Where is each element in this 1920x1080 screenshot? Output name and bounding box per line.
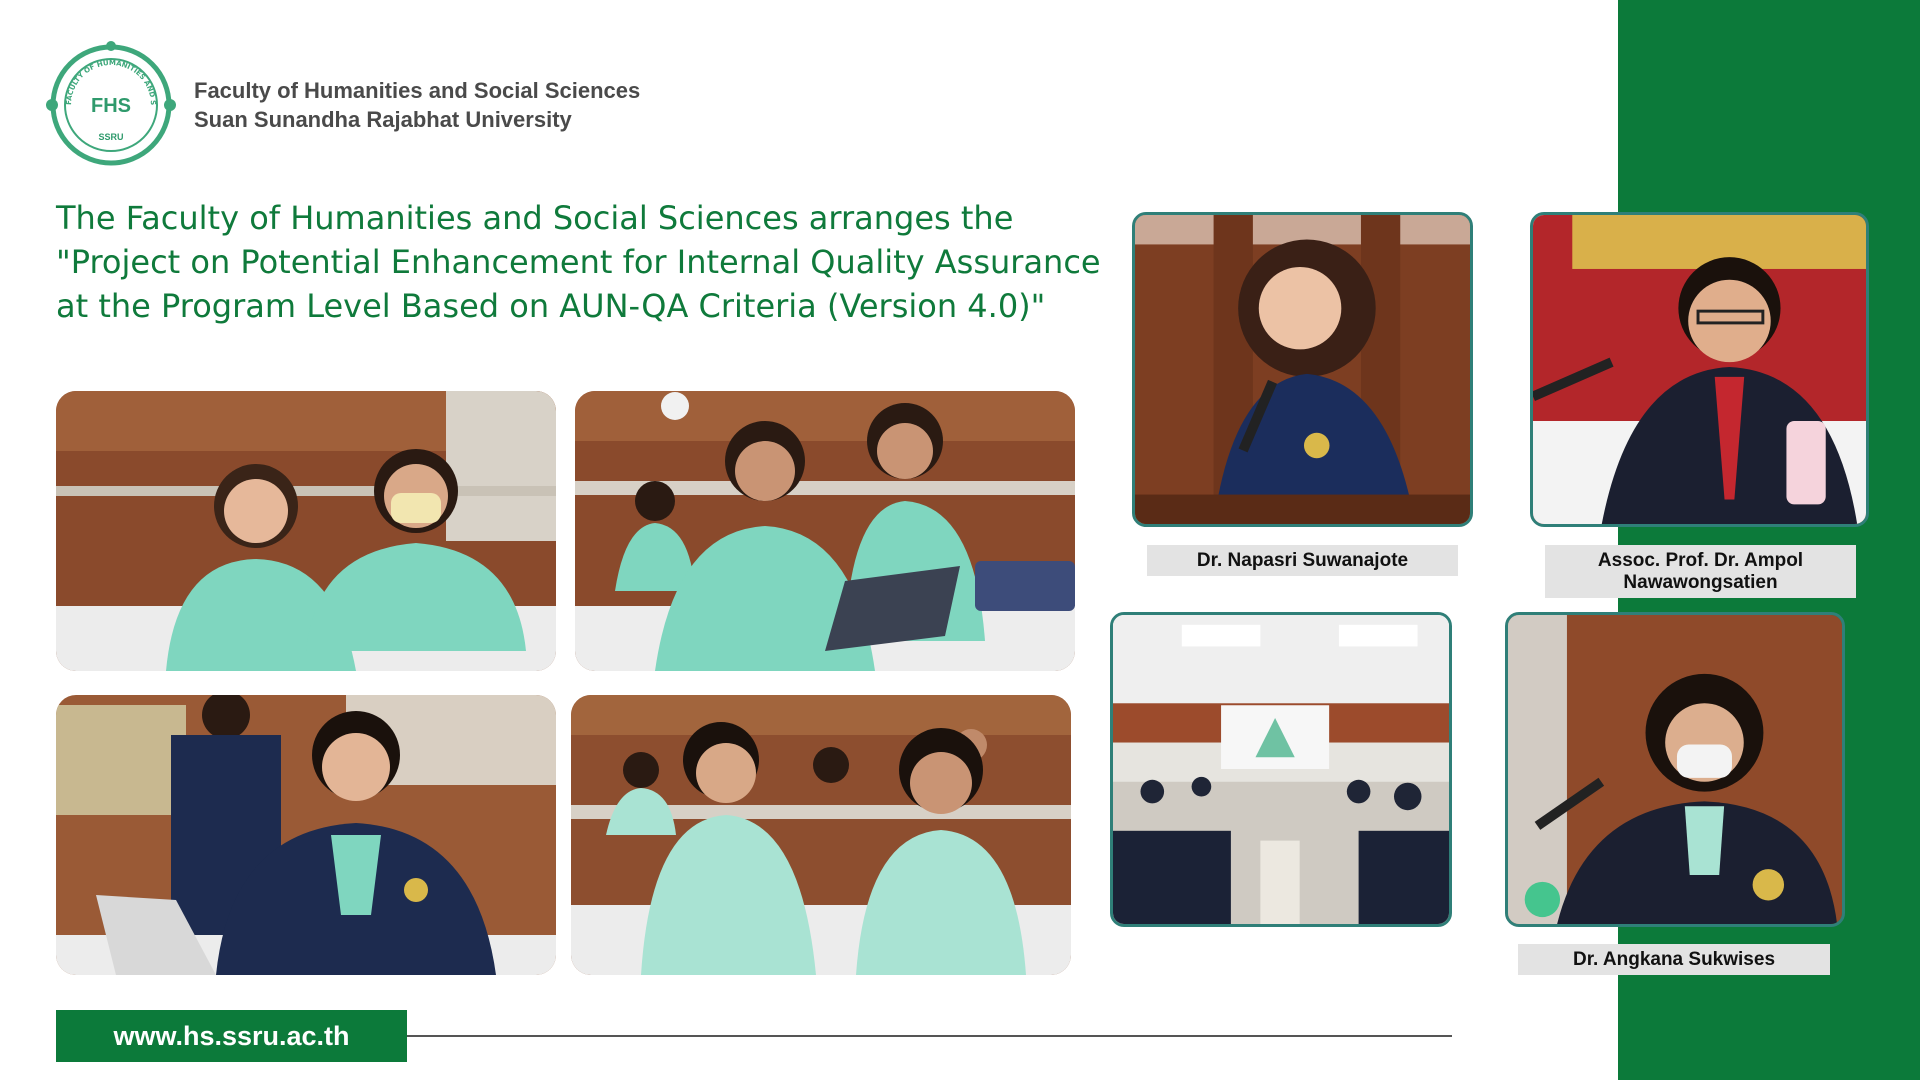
photo-speaker-ampol	[1530, 212, 1869, 527]
caption-ampol-line-1: Assoc. Prof. Dr. Ampol	[1597, 549, 1804, 571]
photo-speaker-angkana	[1505, 612, 1845, 927]
photo-participants-4	[571, 695, 1071, 975]
logo-bottom-text: SSRU	[98, 132, 124, 142]
logo-ring-text: FACULTY OF HUMANITIES AND S	[64, 58, 158, 106]
caption-ampol-line-2: Nawawongsatien	[1623, 571, 1778, 593]
caption-speaker-ampol	[1545, 545, 1856, 598]
title-line-1: The Faculty of Humanities and Social Sciences arranges the	[56, 199, 1014, 237]
photo-participants-3	[56, 695, 556, 975]
faculty-name: Faculty of Humanities and Social Sciences	[194, 78, 641, 103]
faculty-logo	[46, 40, 176, 170]
footer-divider	[407, 1035, 1452, 1037]
university-name: Suan Sunandha Rajabhat University	[194, 107, 572, 132]
website-url[interactable]: www.hs.ssru.ac.th	[56, 1010, 407, 1062]
page-title	[56, 196, 1101, 328]
photo-speaker-napasri	[1132, 212, 1473, 527]
photo-classroom	[1110, 612, 1452, 927]
caption-speaker-napasri: Dr. Napasri Suwanajote	[1147, 545, 1458, 576]
logo-center-text: FHS	[91, 95, 131, 117]
title-line-3: at the Program Level Based on AUN-QA Criteria (Version 4.0)"	[56, 287, 1046, 325]
photo-participants-1	[56, 391, 556, 671]
photo-participants-2	[575, 391, 1075, 671]
caption-speaker-angkana: Dr. Angkana Sukwises	[1518, 944, 1830, 975]
title-line-2: "Project on Potential Enhancement for Internal Quality Assurance	[56, 243, 1101, 281]
